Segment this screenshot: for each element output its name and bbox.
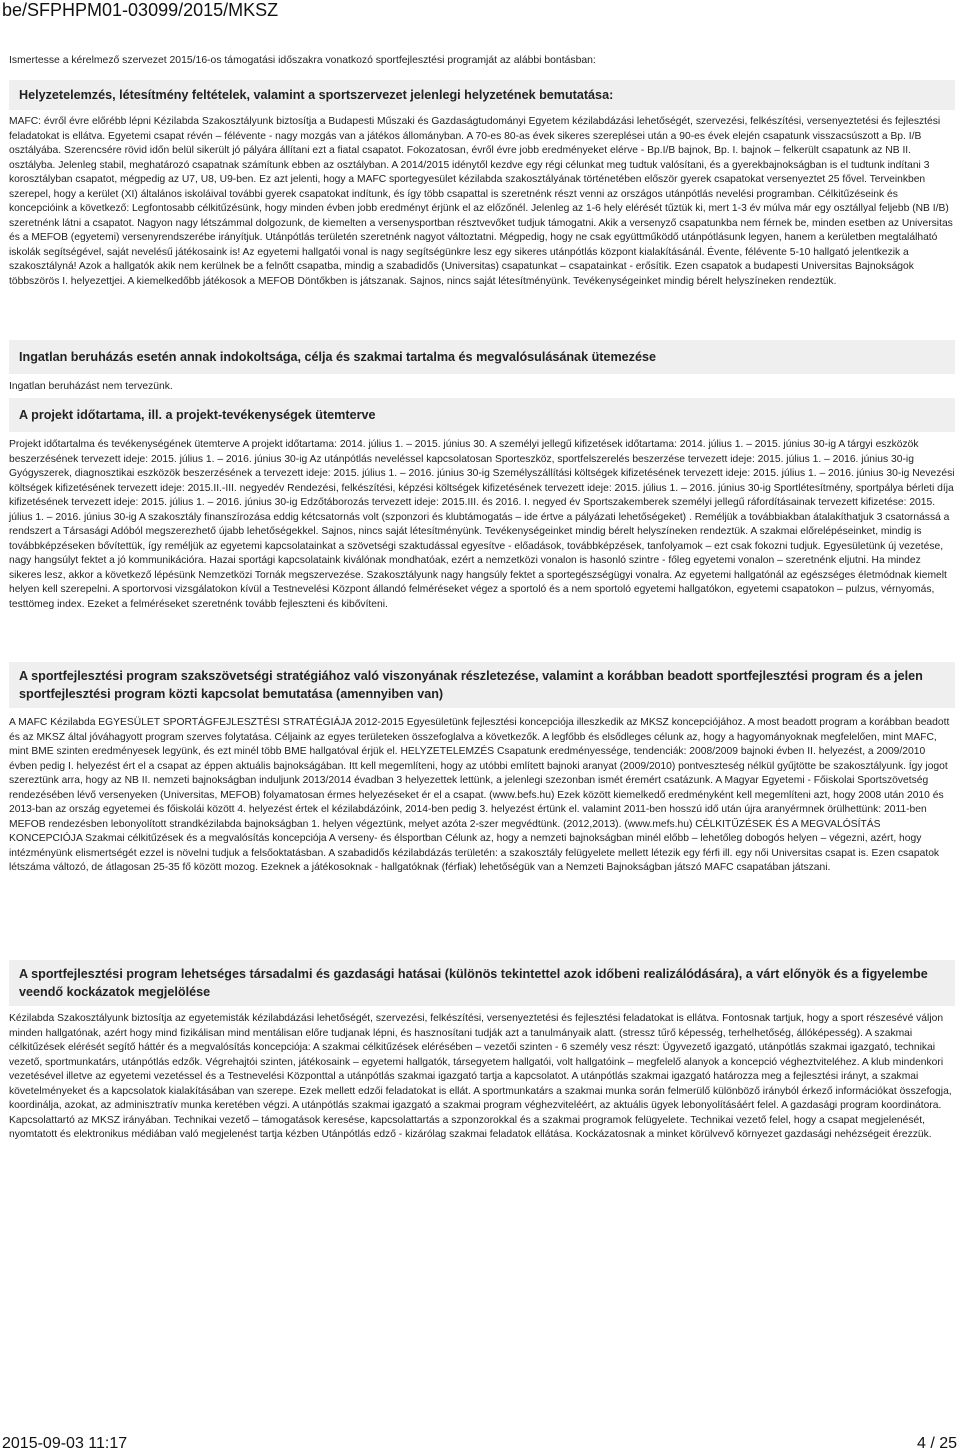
section-heading-strategy: A sportfejlesztési program szakszövetségi stratégiához való viszonyának részletezése, valamint a korábban beadott sportfejlesztési program és a jelen sportfejlesztési program közti kapcsolat bemutatása (amennyiben van) bbox=[9, 662, 955, 708]
section-heading-property: Ingatlan beruházás esetén annak indokoltsága, célja és szakmai tartalma és megvalósulásának ütemezése bbox=[9, 340, 955, 374]
section-heading-situation: Helyzetelemzés, létesítmény feltételek, valamint a sportszervezet jelenlegi helyzetének bemutatása: bbox=[9, 80, 955, 110]
section-body-situation: MAFC: évről évre előrébb lépni Kézilabda Szakosztályunk biztosítja a Budapesti Műszaki és Gazdaságtudományi Egyetem kézilabdázási lehetőségét, szervezési, felkészítési, versenyeztetési és fejlesztési feladatokat is ellátva. Egyetemi csapat révén – félévente - nagy mozgás van a játékos állományban. A 70-es 80-as évek sikeres szereplései után a 90-es évek elején csapatunk visszacsúszott a Bp. I/B osztályába. Szerencsére rövid időn belül sikerült jó pályára állítani ezt a fiatal csapatot. Fokozatosan, évről évre jobb eredményeket elérve - Bp.I/B bajnok, Bp. I. bajnok – felkerült csapatunk az NB II. osztályba. Jelenleg stabil, meghatározó csapatnak számítunk ebben az osztályban. A 2014/2015 idénytől kezdve egy régi célunkat meg tudtuk valósítani, és a gyerekbajnokságban is el tudtunk indítani 3 korosztályban csapatot, mégpedig az U7, U8, U9-ben. Ez azt jelenti, hogy a MAFC sportegyesület kézilabda szakosztályának történetében először gyerek csapatokat versenyeztet 25 fővel. Terveinkben szerepel, hogy a kerület (XI) általános iskoláival további gyerek csapatokat indítunk, és így több csapattal is szeretnénk részt venni az országos utánpótlás nevelési programban. Célkitűzéseink és koncepcióink a következő: Legfontosabb célkitűzésünk, hogy minden évben jobb eredményt érjünk el az előzőnél. Jelenleg az 1-6 hely elérését tűztük ki, mert 1-3 év múlva már egy osztállyal feljebb (NB I/B) szeretnénk látni a csapatot. Nagyon nagy létszámmal dolgozunk, de kiemelten a versenysportban résztvevőket tudjuk támogatni. Akik a versenyző csapatunkba nem férnek be, minden esetben az Universitas és a MEFOB (egyetemi) versenyrendszerébe irányítjuk. Utánpótlás területén szeretnénk nagyot változtatni. Mégpedig, hogy ne csak együttműködő utánpótlásunk legyen, hanem a kerületben megtalálható iskolák segítségével, saját nevelésű játékosaink is! Az egyetemi hallgatói vonal is nagy segítségünkre lesz egy sikeres utánpótlás központ kialakításánál. Évente, félévente 5-10 hallgató jelentkezik a szakosztályná! Azok a hallgatók akik nem kerülnek be a felnőtt csapatba, mindig a szabadidős (Universitas) csapatunkat – csapatainkat - erősítik. Ezen csapatok a budapesti Universitas Bajnokságok többszörös I. helyezettjei. A kiemelkedőbb játékosok a MEFOB Döntőkben is játszanak. Sajnos, nincs saját létesítményünk. Tevékenységeinket mindig bérelt helyszíneken rendeztük. bbox=[9, 116, 953, 287]
intro-text: Ismertesse a kérelmező szervezet 2015/16-os támogatási időszakra vonatkozó sportfejlesztési programját az alábbi bontásban: bbox=[9, 55, 596, 66]
section-heading-impacts: A sportfejlesztési program lehetséges társadalmi és gazdasági hatásai (különös tekintettel azok időbeni realizálódására), a várt előnyök és a figyelembe veendő kockázatok megjelölése bbox=[9, 960, 955, 1006]
document-id: be/SFPHPM01-03099/2015/MKSZ bbox=[2, 0, 279, 20]
footer-timestamp: 2015-09-03 11:17 bbox=[2, 1435, 128, 1452]
section-body-impacts: Kézilabda Szakosztályunk biztosítja az egyetemisták kézilabdázási lehetőségét, szervezési, felkészítési, versenyeztetési és fejlesztési feladatokat is ellátva. Fontosnak tartjuk, hogy a sport részesévé váljon minden hallgatónak, azért hogy mind fizikálisan mind mentálisan előre tudjanak lépni, és hasznosítani tudják azt a tanulmányaik alatt. (stressz tűrő képesség, terhelhetőség, állóképesség). A szakmai célkitűzések elérését segítő háttér és a megvalósítás koncepciója: A szakmai célkitűzések elérésében – vezetői szinten - 6 személy vesz részt: Ügyvezető igazgató, utánpótlás szakmai igazgató, technikai vezető, sportmunkatárs, utánpótlás edzők. Végrehajtói szinten, játékosaink – egyetemi hallgatók, társegyetem hallgatói, volt hallgatóink – megfelelő alanyok a koncepció végheztviteléhez. A klub mindenkori vezetésével illetve az egyetemi vezetéssel és a Testnevelési Központtal a utánpótlás szakmai igazgató tartja a kapcsolatot. A utánpótlás szakmai igazgató határozza meg a fejlesztési irányt, a szakmai követelményeket és a kapcsolatok kialakításában van szerepe. Ezek mellett edzői feladatokat is ellát. A sportmunkatárs a szakmai munka során felmerülő különböző irányból érkező információkat összefogja, koordinálja, azokat, az adminisztratív munka keretében végzi. A utánpótlás szakmai igazgató a szakmai program véghezviteléért, az aktuális ügyek lebonyolításáért felel. A gazdasági program koordinátora. Kapcsolattartó az MKSZ irányában. Technikai vezető – támogatások keresése, kapcsolattartás a szponzorokkal és a szakmai programok felügyelete. Technikai vezető felel, hogy a csapat megjelenését, nyomtatott és elektronikus médiában való megjelenést tartja kézben Utánpótlás edző - kizárólag szakmai feladatok ellátása. Kockázatosnak a minket körülvevő környezet gazdasági nehézségeit érezzük. bbox=[9, 1013, 952, 1140]
section-body-property: Ingatlan beruházást nem tervezünk. bbox=[9, 381, 173, 392]
footer-page-number: 4 / 25 bbox=[916, 1435, 957, 1452]
section-body-schedule: Projekt időtartalma és tevékenységének ütemterve A projekt időtartama: 2014. július 1. – 2015. június 30. A személyi jellegű kifizetések időtartama: 2014. július 1. – 2015. június 30-ig A tárgyi eszközök beszerzésének tervezett ideje: 2015. július 1. – 2016. június 30-ig Az utánpótlás neveléssel kapcsolatosan Sporteszköz, sportfelszerelés beszerzése tervezett ideje: 2015. július 1. – 2016. június 30-ig Gyógyszerek, diagnosztikai eszközök beszerzésének a tervezett ideje: 2015. július 1. – 2016. június 30-ig Személyszállítási költségek kifizetésének tervezett ideje: 2015. július 1. – 2016. június 30-ig Nevezési költségek kifizetésének tervezett ideje: 2015.II.-III. negyedév Rendezési, felkészítési, képzési költségek kifizetésének tervezett ideje: 2015. július 1. – 2016. június 30-ig Sportlétesítmény, sportpálya bérleti díja kifizetésének tervezett ideje: 2015. július 1. – 2016. június 30-ig Edzőtáborozás tervezett ideje: 2015.III. és 2016. I. negyed év Sportszakemberek személyi jellegű ráfordításainak tervezett kifizetése: 2015. július 1. – 2016. június 30-ig A szakosztály finanszírozása eddig kétcsatornás volt (szponzori és klubtámogatás – ide értve a pályázati lehetőségeket) . Reméljük a továbbiakban átalakíthatjuk 3 csatornássá a rendszert a Társasági Adóból megszerezhető újabb lehetőségekkel. Sajnos, nincs saját létesítményünk. Tevékenységeinket mindig bérelt helyszíneken rendeztük. A szakmai előrelépéseinket, mindig is továbbképzéseken bővítettük, így reméljük az egyetemi kapcsolatainkat a szövetségi szaktudással egyesítve - előadások, továbbképzések, tanfolyamok – ezt csak fokozni tudjuk. Egyesületünk új vezetése, nagy hangsúlyt fektet a jó kommunikációra. Hazai sportági kapcsolataink kiválónak mondhatóak, ezért a nemzetközi vonalon is hasonló szintre - főleg egyetemi vonalon – szeretnénk eljutni. Ha mindez sikeres lesz, akkor a következő lépésünk Nemzetközi Tornák megszervezése. Szakosztályunk nagy hangsúly fektet a sportegészségügyi vonalra. Az egyetemi hallgatónál az egészséges életmódnak kiemelt helyen kell szerepelni. A sportorvosi vizsgálatokon kívül a Testnevelési Központ állandó felméréseket végez a sportoló és a nem sportoló egyetemi hallgatókon, egyetemi csapatokon – pulzus, vérnyomás, testtömeg index. Ezeket a felméréseket szeretnénk tovább fejleszteni és kibővíteni. bbox=[9, 439, 955, 610]
section-body-strategy: A MAFC Kézilabda EGYESÜLET SPORTÁGFEJLESZTÉSI STRATÉGIÁJA 2012-2015 Egyesületünk fejlesztési koncepciója illeszkedik az MKSZ koncepciójához. A most beadott program a korábban beadott és az MKSZ által jóváhagyott program szerves folytatása. Céljaink az egyes területeken összefoglalva a következők. A legfőbb és elsődleges célunk az, hogy a hagyományoknak megfelelően, mint MAFC, mint BME szinten eredményesek legyünk, és ezt minél több BME hallgatóval érjük el. HELYZETELEMZÉS Csapatunk eredményessége, tendenciák: 2008/2009 bajnoki évben II. helyezést, a 2009/2010 évben pedig I. helyezést ért el a csapat az éppen aktuális bajnokságában. Itt kell megemlíteni, hogy az utóbbi említett bajnoki aranyat (2009/2010) pontveszteség nélkül gyűjtötte be szakosztályunk. Így jogot szereztünk arra, hogy az NB II. nemzeti bajnokságban induljunk 2013/2014 évadban 3 helyezettek lettünk, a jelenlegi szezonban ismét éremért csatázunk. A Magyar Egyetemi - Főiskolai Sportszövetség rendezésében lévő versenyeken (Universitas, MEFOB) folyamatosan érmes helyezéseket ér el a csapat. (www.befs.hu) Ezek között kiemelkedő eredményként kell megemlíteni azt, hogy 2008 után 2010 és 2013-ban az ország egyetemei és főiskolái között 4. helyezést értek el kézilabdázóink, 2014-ben pedig 3. helyezést értünk el. valamint 2011-ben hosszú idő után újra aranyérmnek örülhettünk: 2011-ben MEFOB rendezésben lebonyolított strandkézilabda bajnokságban 1. helyen végeztünk, melyet azóta 2-szer megvédtünk. (2012,2013). (www.mefs.hu) CÉLKITŰZÉSEK ÉS A MEGVALÓSÍTÁS KONCEPCIÓJA Szakmai célkitűzések és a megvalósítás koncepciója A verseny- és élsportban Célunk az, hogy a nemzeti bajnokságban minél előbb – lehetőleg dobogós helyen – végezni, azért, hogy intézményünk elismertségét ezzel is növelni tudjuk a felsőoktatásban. A szabadidős kézilabdázás területén: a szakosztály felügyelete mellett létezik egy férfi ill. egy női Universitas csapat is. Ezen csapatok létszáma változó, de átlagosan 25-35 fő között mozog. Ezeknek a játékosoknak - hallgatóknak (férfiak) lehetőségük van a Nemzeti Bajnokságban játszó MAFC csapatában játszani. bbox=[9, 717, 950, 873]
section-heading-schedule: A projekt időtartama, ill. a projekt-tevékenységek ütemterve bbox=[9, 398, 955, 432]
